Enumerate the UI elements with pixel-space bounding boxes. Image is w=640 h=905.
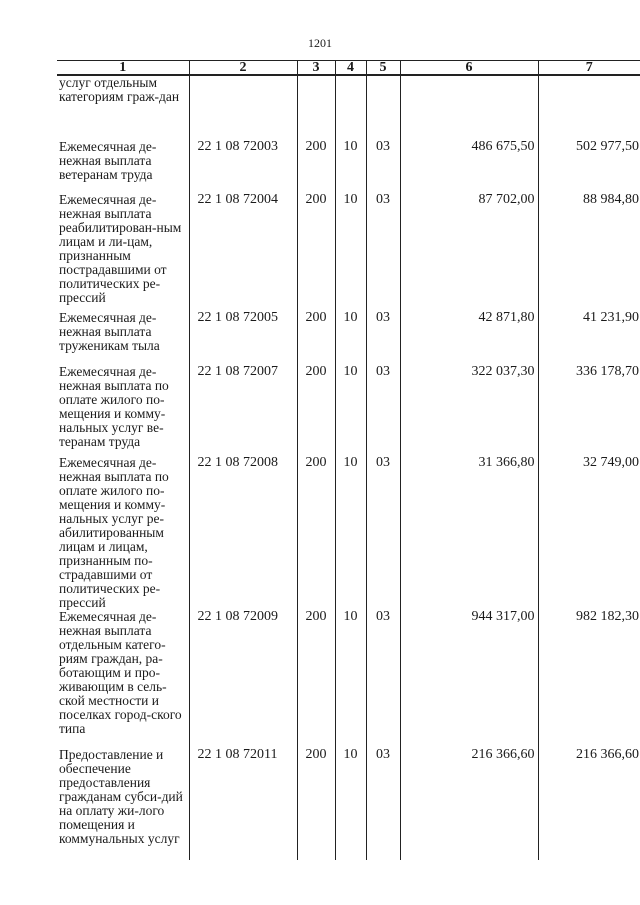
row-name: Ежемесячная де-нежная выплата ветеранам труда <box>57 140 189 193</box>
table-row <box>57 365 640 456</box>
row-col3: 200 <box>297 610 335 748</box>
row-code: 22 1 08 72005 <box>189 311 297 365</box>
table-row <box>57 311 640 365</box>
row-col5: 03 <box>366 193 400 311</box>
row-col3: 200 <box>297 193 335 311</box>
row-value-7: 336 178,70 <box>538 365 640 456</box>
row-col5: 03 <box>366 456 400 610</box>
row-col4: 10 <box>335 140 366 193</box>
table-row <box>57 456 640 610</box>
row-name: Ежемесячная де-нежная выплата реабилитирован-ным лицам и ли-цам, признанным пострадавшими от политических ре-прессий <box>57 193 189 311</box>
row-name: Ежемесячная де-нежная выплата отдельным катего-риям граждан, ра-ботающим и про-живающим в сель-ской местности и поселках город-ского типа <box>57 610 189 748</box>
table-header-row <box>57 61 640 76</box>
row-name: Ежемесячная де-нежная выплата труженикам тыла <box>57 311 189 365</box>
row-col3: 200 <box>297 748 335 860</box>
row-code: 22 1 08 72011 <box>189 748 297 860</box>
column-header: 1 <box>57 61 189 76</box>
row-value-6: 31 366,80 <box>400 456 538 610</box>
column-header: 3 <box>297 61 335 76</box>
row-value-6: 216 366,60 <box>400 748 538 860</box>
row-value-6: 486 675,50 <box>400 140 538 193</box>
row-col3: 200 <box>297 365 335 456</box>
row-code: 22 1 08 72007 <box>189 365 297 456</box>
row-col4: 10 <box>335 193 366 311</box>
row-name: Предоставление и обеспечение предоставления гражданам субси-дий на оплату жи-лого помещения и коммунальных услуг <box>57 748 189 860</box>
table-row <box>57 193 640 311</box>
table-row <box>57 140 640 193</box>
row-col4: 10 <box>335 365 366 456</box>
row-col5: 03 <box>366 140 400 193</box>
row-value-7: 982 182,30 <box>538 610 640 748</box>
row-col4: 10 <box>335 610 366 748</box>
row-code: 22 1 08 72009 <box>189 610 297 748</box>
row-col3: 200 <box>297 311 335 365</box>
row-code: 22 1 08 72004 <box>189 193 297 311</box>
row-col3: 200 <box>297 140 335 193</box>
row-name: Ежемесячная де-нежная выплата по оплате жилого по-мещения и комму-нальных услуг ве-теранам труда <box>57 365 189 456</box>
row-value-6: 87 702,00 <box>400 193 538 311</box>
table-row <box>57 748 640 860</box>
column-header: 7 <box>538 61 640 76</box>
row-col5 <box>366 75 400 140</box>
row-value-7: 41 231,90 <box>538 311 640 365</box>
column-header: 5 <box>366 61 400 76</box>
row-value-6: 42 871,80 <box>400 311 538 365</box>
row-col5: 03 <box>366 311 400 365</box>
row-code: 22 1 08 72003 <box>189 140 297 193</box>
table-row <box>57 75 640 140</box>
page-number: 1201 <box>308 36 332 50</box>
column-header: 4 <box>335 61 366 76</box>
row-col5: 03 <box>366 365 400 456</box>
column-header: 2 <box>189 61 297 76</box>
row-value-7: 502 977,50 <box>538 140 640 193</box>
row-value-6: 322 037,30 <box>400 365 538 456</box>
budget-table <box>57 60 640 860</box>
row-value-7: 32 749,00 <box>538 456 640 610</box>
row-value-6 <box>400 75 538 140</box>
row-col5: 03 <box>366 748 400 860</box>
row-value-7: 216 366,60 <box>538 748 640 860</box>
row-code <box>189 75 297 140</box>
table-row <box>57 610 640 748</box>
row-value-7 <box>538 75 640 140</box>
row-col4: 10 <box>335 748 366 860</box>
row-name: услуг отдельным категориям граж-дан <box>57 75 189 140</box>
column-header: 6 <box>400 61 538 76</box>
row-col4: 10 <box>335 311 366 365</box>
row-code: 22 1 08 72008 <box>189 456 297 610</box>
row-col3 <box>297 75 335 140</box>
row-col5: 03 <box>366 610 400 748</box>
row-col4 <box>335 75 366 140</box>
row-name: Ежемесячная де-нежная выплата по оплате жилого по-мещения и комму-нальных услуг ре-абилитированным лицам и лицам, признанным по-страдавшими от политических ре-прессий <box>57 456 189 610</box>
row-value-6: 944 317,00 <box>400 610 538 748</box>
row-col3: 200 <box>297 456 335 610</box>
row-col4: 10 <box>335 456 366 610</box>
row-value-7: 88 984,80 <box>538 193 640 311</box>
